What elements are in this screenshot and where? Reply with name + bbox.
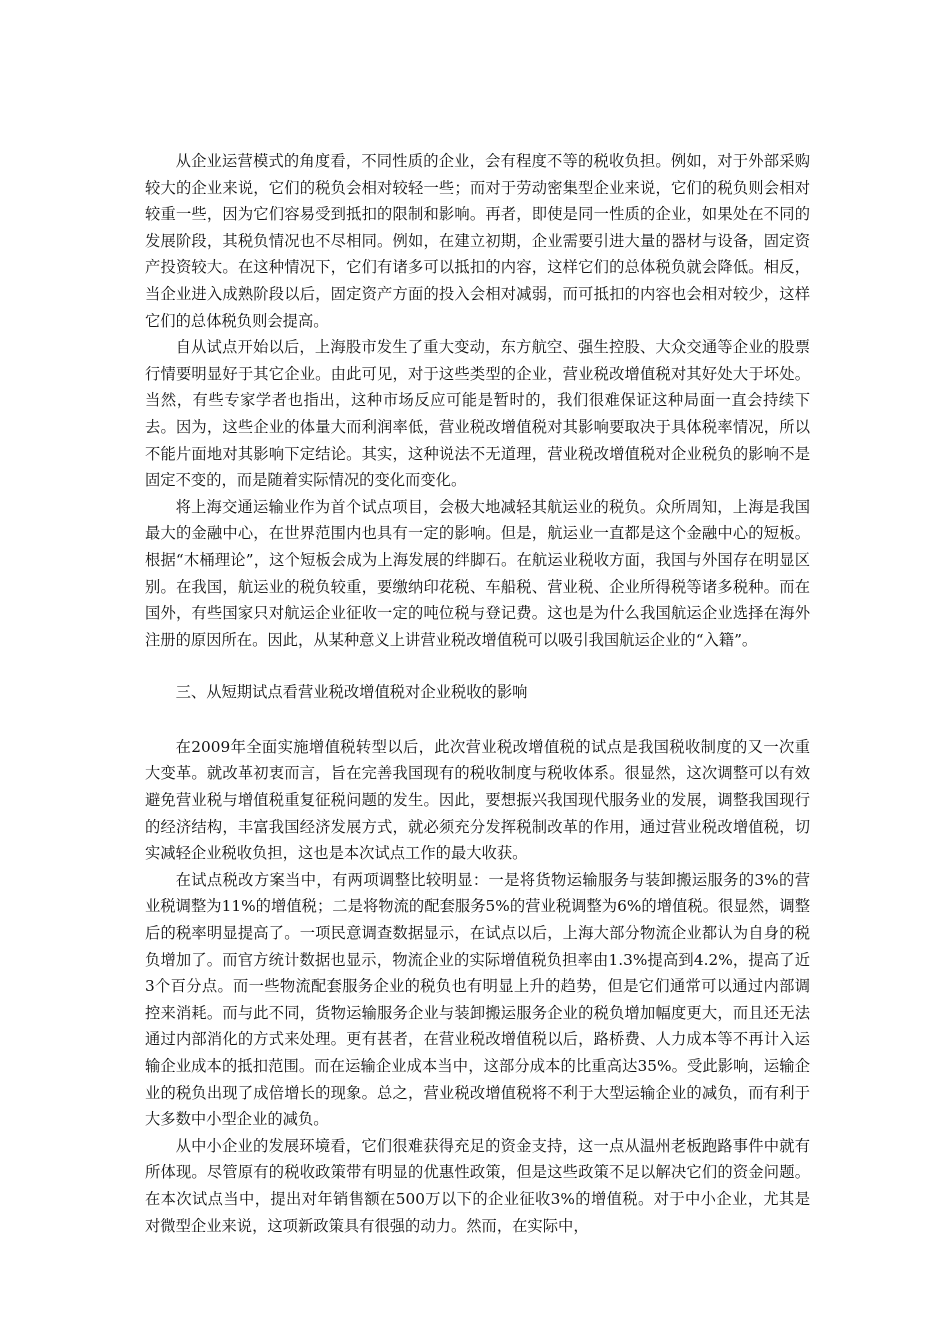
paragraph-2009-vat-reform: 在2009年全面实施增值税转型以后，此次营业税改增值税的试点是我国税收制度的又一次重大变革。就改革初衷而言，旨在完善我国现有的税收制度与税收体系。很显然，这次调整可以有效避免营业税与增值税重复征税问题的发生。因此，要想振兴我国现代服务业的发展，调整我国现行的经济结构，丰富我国经济发展方式，就必须充分发挥税制改革的作用，通过营业税改增值税，切实减轻企业税收负担，这也是本次试点工作的最大收获。 <box>145 737 810 863</box>
paragraph-tax-burden-by-operation-mode: 从企业运营模式的角度看，不同性质的企业，会有程度不等的税收负担。例如，对于外部采购较大的企业来说，它们的税负会相对较轻一些；而对于劳动密集型企业来说，它们的税负则会相对较重一些，因为它们容易受到抵扣的限制和影响。再者，即使是同一性质的企业，如果处在不同的发展阶段，其税负情况也不尽相同。例如，在建立初期，企业需要引进大量的器材与设备，固定资产投资较大。在这种情况下，它们有诸多可以抵扣的内容，这样它们的总体税负就会降低。相反，当企业进入成熟阶段以后，固定资产方面的投入会相对减弱，而可抵扣的内容也会相对较少，这样它们的总体税负则会提高。 <box>145 152 810 330</box>
section-heading: 三、从短期试点看营业税改增值税对企业税收的影响 <box>175 683 528 702</box>
paragraph-shanghai-shipping: 将上海交通运输业作为首个试点项目，会极大地减轻其航运业的税负。众所周知，上海是我国最大的金融中心，在世界范围内也具有一定的影响。但是，航运业一直都是这个金融中心的短板。根据“木桶理论”，这个短板会成为上海发展的绊脚石。在航运业税收方面，我国与外国存在明显区别。在我国，航运业的税负较重，要缴纳印花税、车船税、营业税、企业所得税等诸多税种。而在国外，有些国家只对航运企业征收一定的吨位税与登记费。这也是为什么我国航运企业选择在海外注册的原因所在。因此，从某种意义上讲营业税改增值税可以吸引我国航运企业的“入籍”。 <box>145 497 810 649</box>
paragraph-shanghai-stock-market: 自从试点开始以后，上海股市发生了重大变动，东方航空、强生控股、大众交通等企业的股票行情要明显好于其它企业。由此可见，对于这些类型的企业，营业税改增值税对其好处大于坏处。当然，有些专家学者也指出，这种市场反应可能是暂时的，我们很难保证这种局面一直会持续下去。因为，这些企业的体量大而利润率低，营业税改增值税对其影响要取决于具体税率情况，所以不能片面地对其影响下定结论。其实，这种说法不无道理，营业税改增值税对企业税负的影响不是固定不变的，而是随着实际情况的变化而变化。 <box>145 338 810 490</box>
document-body <box>145 148 810 1239</box>
paragraph-small-enterprises: 从中小企业的发展环境看，它们很难获得充足的资金支持，这一点从温州老板跑路事件中就有所体现。尽管原有的税收政策带有明显的优惠性政策，但是这些政策不足以解决它们的资金问题。在本次试点当中，提出对年销售额在500万以下的企业征收3%的增值税。对于中小企业，尤其是对微型企业来说，这项新政策具有很强的动力。然而，在实际中， <box>145 1136 810 1235</box>
paragraph-pilot-tax-adjustments: 在试点税改方案当中，有两项调整比较明显：一是将货物运输服务与装卸搬运服务的3%的营业税调整为11%的增值税；二是将物流的配套服务5%的营业税调整为6%的增值税。很显然，调整后的税率明显提高了。一项民意调查数据显示，在试点以后，上海大部分物流企业都认为自身的税负增加了。而官方统计数据也显示，物流企业的实际增值税负担率由1.3%提高到4.2%，提高了近3个百分点。而一些物流配套服务企业的税负也有明显上升的趋势，但是它们通常可以通过内部调控来消耗。而与此不同，货物运输服务企业与装卸搬运服务企业的税负增加幅度更大，而且还无法通过内部消化的方式来处理。更有甚者，在营业税改增值税以后，路桥费、人力成本等不再计入运输企业成本的抵扣范围。而在运输企业成本当中，这部分成本的比重高达35%。受此影响，运输企业的税负出现了成倍增长的现象。总之，营业税改增值税将不利于大型运输企业的减负，而有利于大多数中小型企业的减负。 <box>145 870 810 1129</box>
